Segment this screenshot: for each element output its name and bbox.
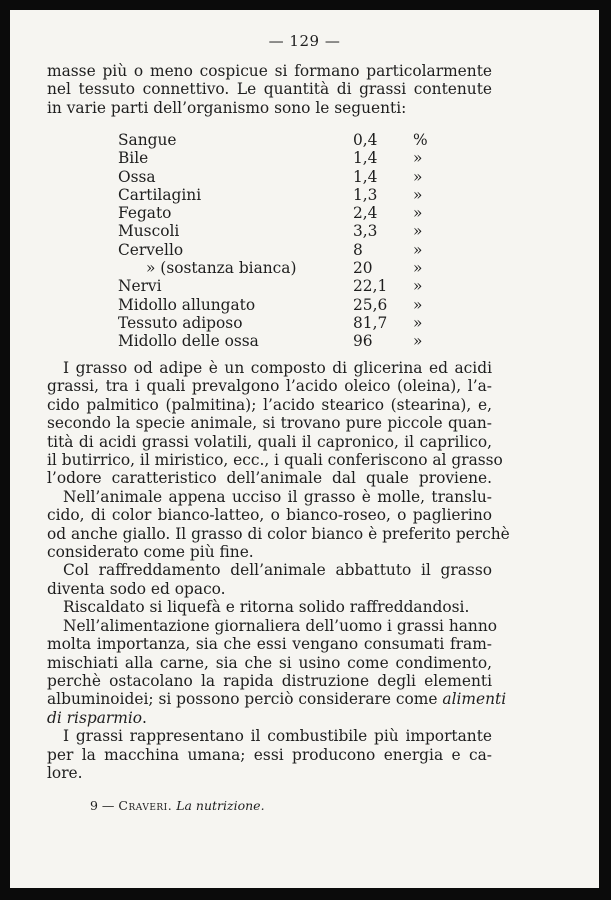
text-line: I grasso od adipe è un composto di glicerina ed acidi bbox=[63, 359, 492, 377]
text-line: diventa sodo ed opaco. bbox=[47, 579, 226, 598]
tissue-name: Tessuto adiposo bbox=[118, 313, 243, 332]
table-row bbox=[118, 296, 438, 314]
text-line: l’odore caratteristico dell’animale dal quale proviene. bbox=[47, 469, 492, 488]
fat-value: 25,6 bbox=[353, 295, 388, 314]
intro-paragraph bbox=[47, 62, 492, 117]
text-line: od anche giallo. Il grasso di color bianco è preferito perchè bbox=[47, 524, 510, 543]
text-line: il butirrico, il miristico, ecc., i quali conferiscono al grasso bbox=[47, 451, 503, 470]
text-line: in varie parti dell’organismo sono le seguenti: bbox=[47, 98, 407, 117]
text-line: tità di acidi grassi volatili, quali il capronico, il caprilico, bbox=[47, 432, 492, 451]
page-footer bbox=[90, 798, 265, 813]
fat-value: 1,4 bbox=[353, 149, 378, 168]
table-row bbox=[118, 259, 438, 277]
text-line: I grassi rappresentano il combustibile più importante bbox=[63, 727, 492, 746]
table-row bbox=[118, 149, 438, 167]
table-row bbox=[118, 314, 438, 332]
tissue-name: Nervi bbox=[118, 277, 162, 296]
unit: » bbox=[413, 259, 423, 278]
unit: » bbox=[413, 222, 423, 241]
text-line: Nell’alimentazione giornaliera dell’uomo i grassi hanno bbox=[63, 616, 497, 635]
tissue-name: Ossa bbox=[118, 167, 156, 186]
italic-term: di risparmio bbox=[47, 708, 143, 727]
table-row bbox=[118, 168, 438, 186]
book-page bbox=[10, 10, 599, 888]
text-line: cido, di color bianco-latteo, o bianco-roseo, o paglierino bbox=[47, 506, 492, 525]
text-line: masse più o meno cospicue si formano particolarmente bbox=[47, 62, 492, 80]
text-line: Riscaldato si liquefà e ritorna solido raffreddandosi. bbox=[63, 598, 470, 617]
tissue-name: Cartilagini bbox=[118, 185, 202, 204]
footer-book-title: La nutrizione. bbox=[176, 798, 265, 813]
unit: » bbox=[413, 204, 423, 223]
italic-term: alimenti bbox=[442, 690, 507, 709]
fat-value: 0,4 bbox=[353, 131, 378, 149]
unit: » bbox=[413, 185, 423, 204]
unit: » bbox=[413, 167, 423, 186]
unit: % bbox=[413, 131, 428, 149]
tissue-name: » (sostanza bianca) bbox=[146, 259, 297, 278]
table-row bbox=[118, 186, 438, 204]
unit: » bbox=[413, 149, 423, 168]
table-row bbox=[118, 222, 438, 240]
text-line: perchè ostacolano la rapida distruzione degli elementi bbox=[47, 671, 492, 690]
fat-value: 2,4 bbox=[353, 204, 378, 223]
text-line: molta importanza, sia che essi vengano consumati fram- bbox=[47, 635, 492, 654]
tissue-name: Midollo delle ossa bbox=[118, 332, 259, 351]
tissue-name: Sangue bbox=[118, 131, 177, 149]
text-line: per la macchina umana; essi producono energia e ca- bbox=[47, 745, 492, 764]
text-line: Col raffreddamento dell’animale abbattuto il grasso bbox=[63, 561, 492, 580]
unit: » bbox=[413, 277, 423, 296]
fat-value: 1,4 bbox=[353, 167, 378, 186]
fat-value: 20 bbox=[353, 259, 373, 278]
text-line bbox=[47, 709, 492, 727]
text-line: lore. bbox=[47, 763, 83, 782]
text-line: mischiati alla carne, sia che si usino come condimento, bbox=[47, 653, 492, 672]
text-line: grassi, tra i quali prevalgono l’acido oleico (oleina), l’a- bbox=[47, 377, 492, 396]
table-row bbox=[118, 131, 438, 149]
signature-mark: 9 — bbox=[90, 798, 115, 813]
footer-author: Craveri. bbox=[118, 798, 173, 813]
fat-value: 96 bbox=[353, 332, 373, 351]
text-segment: . bbox=[142, 708, 147, 727]
fat-value: 8 bbox=[353, 240, 363, 259]
tissue-name: Midollo allungato bbox=[118, 295, 256, 314]
table-row bbox=[118, 241, 438, 259]
unit: » bbox=[413, 240, 423, 259]
page-number: — 129 — bbox=[268, 32, 341, 50]
text-line bbox=[47, 690, 507, 709]
unit: » bbox=[413, 295, 423, 314]
fat-value: 3,3 bbox=[353, 222, 378, 241]
text-line: nel tessuto connettivo. Le quantità di grassi contenute bbox=[47, 80, 492, 99]
text-line: considerato come più fine. bbox=[47, 543, 254, 562]
unit: » bbox=[413, 313, 423, 332]
tissue-name: Muscoli bbox=[118, 222, 180, 241]
unit: » bbox=[413, 332, 423, 351]
tissue-name: Cervello bbox=[118, 240, 184, 259]
tissue-name: Bile bbox=[118, 149, 149, 168]
fat-value: 81,7 bbox=[353, 313, 388, 332]
text-line: Nell’animale appena ucciso il grasso è molle, translu- bbox=[63, 487, 492, 506]
fat-content-table bbox=[118, 131, 438, 351]
fat-value: 1,3 bbox=[353, 185, 378, 204]
tissue-name: Fegato bbox=[118, 204, 172, 223]
fat-value: 22,1 bbox=[353, 277, 388, 296]
table-row bbox=[118, 332, 438, 350]
text-line: cido palmitico (palmitina); l’acido stearico (stearina), e, bbox=[47, 395, 492, 414]
table-row bbox=[118, 277, 438, 295]
table-row bbox=[118, 204, 438, 222]
text-segment: albuminoidei; si possono perciò considerare come bbox=[47, 690, 438, 709]
text-line: secondo la specie animale, si trovano pure piccole quan- bbox=[47, 414, 492, 433]
paragraph-fat-composition bbox=[47, 359, 510, 782]
